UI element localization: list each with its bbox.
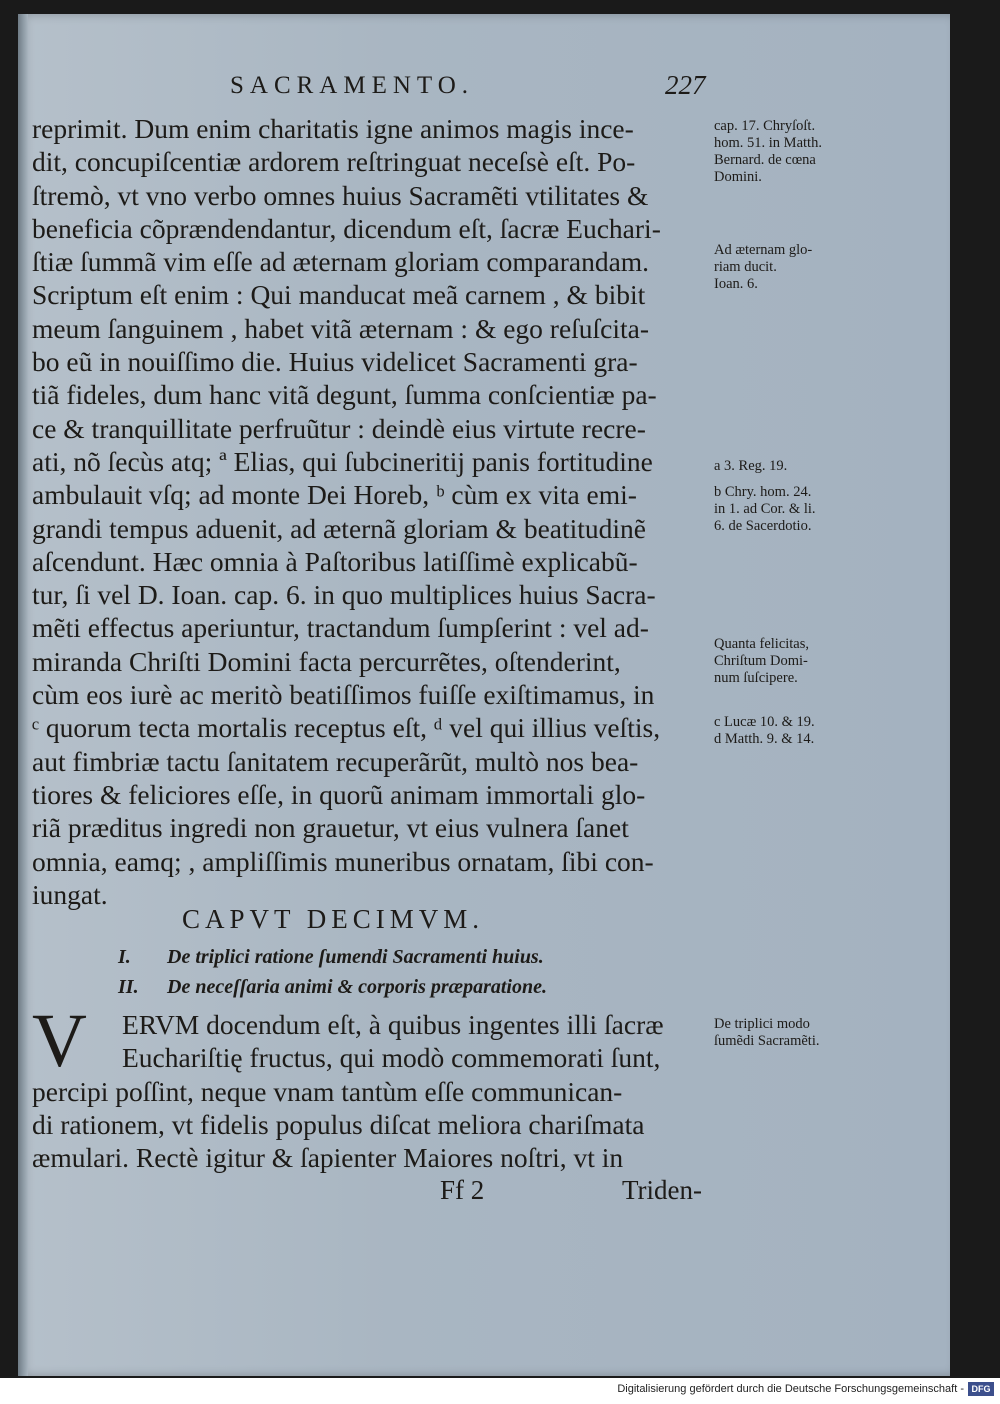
text-line: tiores & feliciores eſſe, in quorũ animam immortali glo- (32, 778, 646, 810)
margin-note (714, 636, 809, 687)
margin-note-line: hom. 51. in Matth. (714, 135, 822, 151)
text-line: miranda Chriſti Domini facta percurrẽtes, oſtenderint, (32, 645, 621, 677)
chapter-summary-item (118, 946, 544, 969)
text-line: percipi poſſint, neque vnam tantùm eſſe communican- (32, 1075, 623, 1107)
text-line: aut fimbriæ tactu ſanitatem recuperãrũt, multò nos bea- (32, 745, 639, 777)
main-text-block (32, 112, 722, 911)
running-head: SACRAMENTO. (230, 72, 475, 99)
text-line: Scriptum eſt enim : Qui manducat meã carnem , & bibit (32, 279, 646, 311)
margin-note (714, 118, 822, 186)
text-line: cùm eos iurè ac meritò beatiſſimos fuiſſe exiſtimamus, in (32, 679, 655, 711)
text-line: di rationem, vt fidelis populus diſcat meliora chariſmata (32, 1108, 645, 1140)
text-line: omnia, eamq; , ampliſſimis muneribus ornatam, ſibi con- (32, 845, 654, 877)
summary-text: De neceſſaria animi & corporis præparatione. (167, 976, 547, 998)
text-line: iungat. (32, 878, 108, 910)
text-line: ſtiæ ſummã vim eſſe ad æternam gloriam comparandam. (32, 246, 650, 278)
margin-note-line: b Chry. hom. 24. (714, 484, 812, 500)
text-line: ᶜ quorum tecta mortalis receptus eſt, ᵈ vel qui illius veſtis, (32, 712, 661, 744)
text-line: ambulauit vſq; ad monte Dei Horeb, ᵇ cùm ex vita emi- (32, 479, 637, 511)
text-line: grandi tempus aduenit, ad æternã gloriam & beatitudinẽ (32, 512, 646, 544)
margin-note (714, 1016, 820, 1050)
footer-credit: Digitalisierung gefördert durch die Deutsche Forschungsgemeinschaft - (617, 1383, 964, 1395)
margin-note-line: Domini. (714, 169, 762, 185)
margin-note (714, 714, 815, 748)
margin-note-line: a 3. Reg. 19. (714, 458, 788, 474)
page-gutter-shadow (18, 14, 28, 1376)
text-line: ERVM docendum eſt, à quibus ingentes illi ſacræ (122, 1009, 664, 1040)
margin-note (714, 484, 816, 535)
text-line: mẽti effectus aperiuntur, tractandum ſumpſerint : vel ad- (32, 612, 649, 644)
text-line: ſtremò, vt vno verbo omnes huius Sacramẽti vtilitates & (32, 179, 649, 211)
margin-note-line: De triplici modo (714, 1016, 810, 1032)
margin-note (714, 458, 787, 475)
text-line: tiã fideles, dum hanc vitã degunt, ſumma conſcientiæ pa- (32, 379, 657, 411)
signature-mark: Ff 2 (440, 1175, 485, 1205)
text-line: ati, nõ ſecùs atq; ª Elias, qui ſubcineritij panis fortitudine (32, 445, 653, 477)
margin-note-line: in 1. ad Cor. & li. (714, 501, 816, 517)
chapter-title: CAPVT DECIMVM. (182, 904, 485, 934)
text-line: meum ſanguinem , habet vitã æternam : & ego reſuſcita- (32, 312, 650, 344)
margin-note-line: num ſuſcipere. (714, 670, 798, 686)
margin-note-line: cap. 17. Chryſoſt. (714, 118, 816, 134)
text-line: beneficia cõprændendantur, dicendum eſt, ſacræ Euchari- (32, 212, 661, 244)
margin-note-line: Chriſtum Domi- (714, 653, 808, 669)
margin-note-line: 6. de Sacerdotio. (714, 518, 812, 534)
margin-note (714, 242, 812, 293)
margin-note-line: d Matth. 9. & 14. (714, 731, 815, 747)
margin-note-line: Ioan. 6. (714, 276, 758, 292)
text-line: reprimit. Dum enim charitatis igne animos magis ince- (32, 113, 634, 144)
catchword: Triden- (622, 1175, 703, 1205)
text-line: bo eũ in nouiſſimo die. Huius videlicet Sacramenti gra- (32, 346, 638, 378)
margin-note-line: ſumẽdi Sacramẽti. (714, 1033, 820, 1049)
summary-number: I. (118, 946, 131, 968)
dfg-logo: DFG (968, 1382, 994, 1396)
chapter-summary-item (118, 976, 547, 999)
margin-note-line: c Lucæ 10. & 19. (714, 714, 815, 730)
text-line: riã præditus ingredi non grauetur, vt eius vulnera ſanet (32, 812, 629, 844)
text-line: tur, ſi vel D. Ioan. cap. 6. in quo multiplices huius Sacra- (32, 579, 656, 611)
margin-note-line: riam ducit. (714, 259, 777, 275)
text-line: aſcendunt. Hæc omnia à Paſtoribus latiſſimè explicabũ- (32, 545, 638, 577)
text-line: ce & tranquillitate perfruũtur : deindè eius virtute recre- (32, 412, 646, 444)
margin-note-line: Quanta felicitas, (714, 636, 810, 652)
chapter-paragraph (32, 999, 722, 1174)
margin-note-line: Bernard. de cœna (714, 152, 816, 168)
drop-cap: V (32, 999, 87, 1083)
page-number: 227 (665, 70, 706, 100)
summary-text: De triplici ratione ſumendi Sacramenti huius. (167, 946, 544, 968)
margin-note-line: Ad æternam glo- (714, 242, 813, 258)
summary-number: II. (118, 976, 139, 998)
text-line: Euchariſtię fructus, qui modò commemorati ſunt, (122, 1042, 661, 1074)
text-line: æmulari. Rectè igitur & ſapienter Maiores noſtri, vt in (32, 1142, 624, 1174)
text-line: dit, concupiſcentiæ ardorem reſtringuat neceſsè eſt. Po- (32, 146, 636, 178)
